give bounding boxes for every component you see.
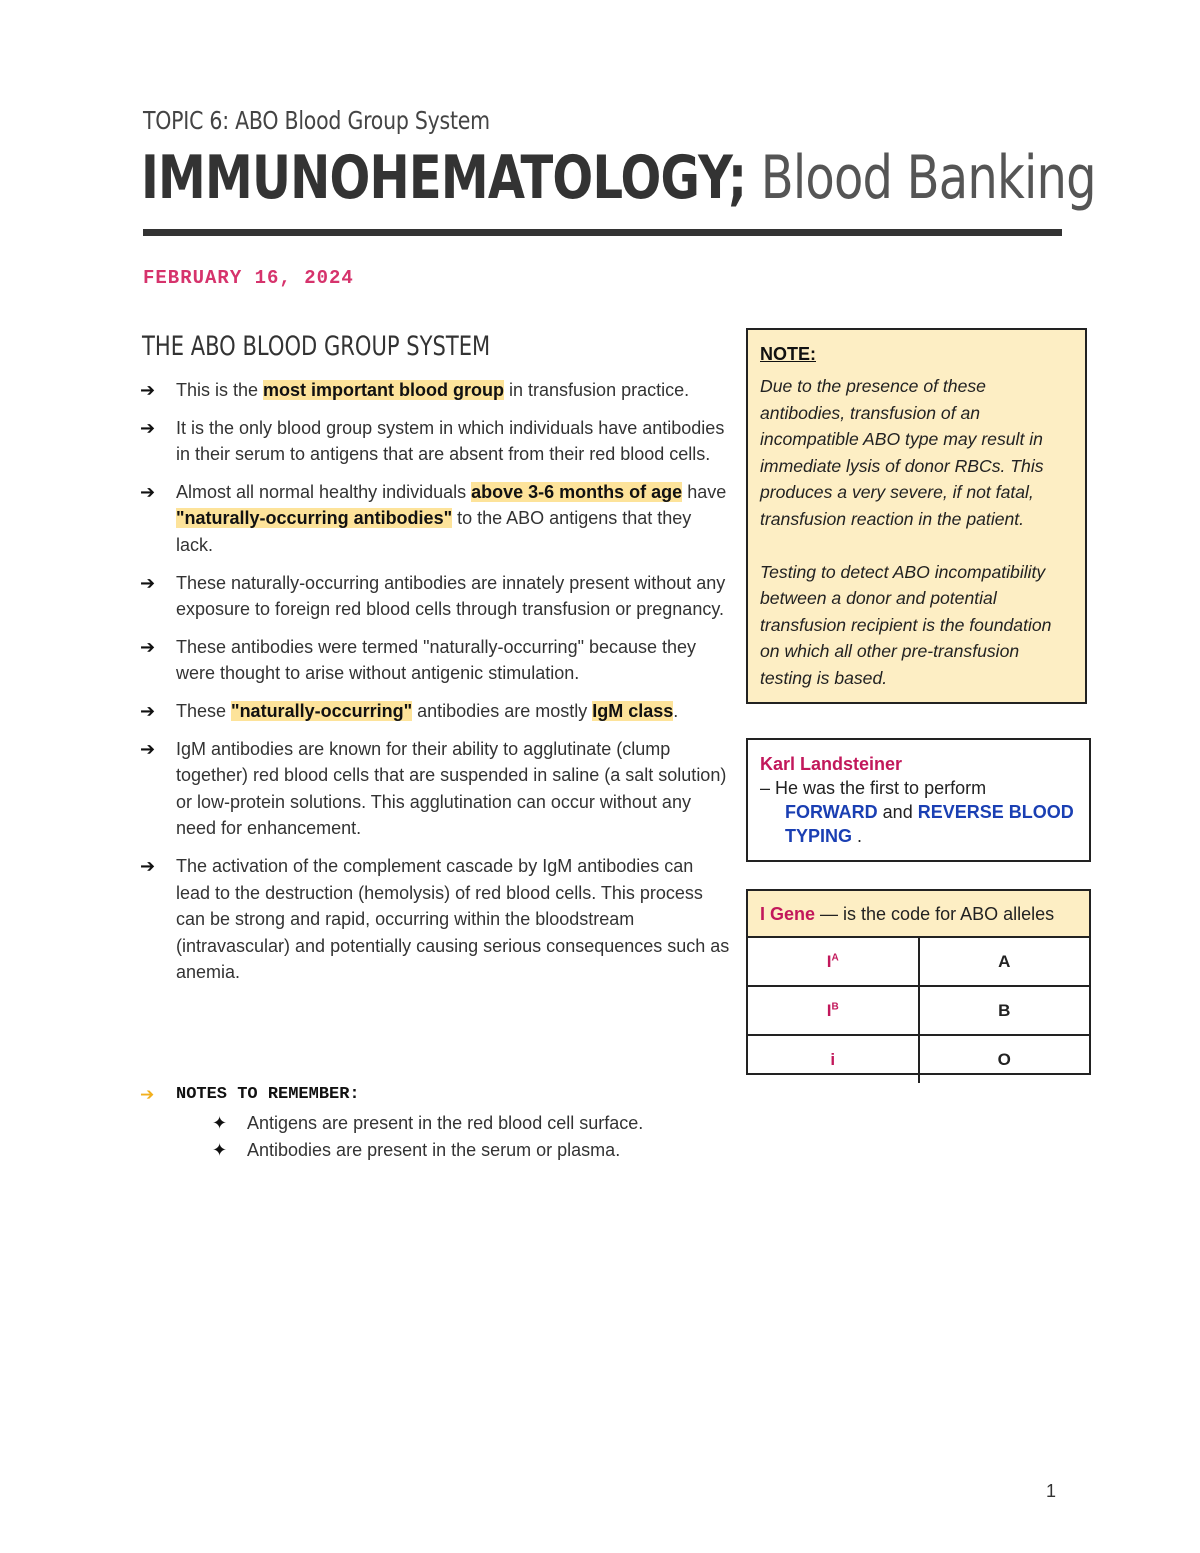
- list-item: [140, 1110, 700, 1137]
- arrow-icon: ➔: [140, 636, 156, 657]
- gene-label: I Gene: [760, 904, 816, 924]
- type-cell: A: [998, 951, 1011, 971]
- notes-list: [140, 1110, 700, 1163]
- list-item: [140, 736, 730, 842]
- table-row: [748, 1035, 1089, 1083]
- text: It is the only blood group system in which individuals have antibodies in their serum to antigens that are absent from their red blood cells.: [176, 417, 725, 465]
- list-item: [140, 415, 730, 468]
- highlight: "naturally-occurring antibodies": [176, 508, 453, 529]
- type-cell: O: [919, 1035, 1090, 1083]
- list-item: [140, 634, 730, 687]
- diamond-icon: ✦: [212, 1139, 228, 1160]
- note-heading: NOTE:: [760, 344, 816, 364]
- notes-heading-text: NOTES TO REMEMBER:: [176, 1085, 360, 1104]
- type-cell: B: [919, 986, 1090, 1035]
- text: Antibodies are present in the serum or plasma.: [247, 1139, 621, 1160]
- title-divider: [143, 229, 1062, 236]
- notes-to-remember: [140, 1082, 700, 1163]
- text: These: [176, 700, 232, 721]
- page-number: 1: [1046, 1481, 1057, 1501]
- text: and: [877, 802, 918, 822]
- highlight: most important blood group: [263, 380, 505, 400]
- list-item: [140, 853, 730, 986]
- arrow-icon: ➔: [140, 481, 156, 502]
- note-paragraph: Due to the presence of these antibodies, transfusion of an incompatible ABO type may result in immediate lysis of donor RBCs. This produces a very severe, if not fatal, transfusion reaction in the patient.: [760, 376, 1044, 529]
- list-item: [140, 1137, 700, 1164]
- arrow-icon: ➔: [140, 738, 156, 759]
- arrow-icon: ➔: [140, 572, 156, 593]
- page-title: [141, 140, 1096, 216]
- highlight: above 3-6 months of age: [471, 481, 683, 502]
- allele-cell: [748, 986, 919, 1035]
- text: in transfusion practice.: [504, 380, 690, 400]
- text: IgM antibodies are known for their ability to agglutinate (clump together) red blood cells that are suspended in saline (a salt solution) or low-protein solutions. This agglutination can occur without any need for enhancement.: [176, 738, 727, 839]
- note-box: [746, 328, 1087, 704]
- allele-sup: B: [831, 1000, 839, 1012]
- note-paragraph: Testing to detect ABO incompatibility between a donor and potential transfusion recipient is the foundation on which all other pre-transfusion testing is based.: [760, 561, 1052, 688]
- arrow-icon: ➔: [140, 417, 156, 438]
- list-item: [140, 377, 730, 404]
- title-rest: Blood Banking: [746, 143, 1096, 213]
- arrow-icon: ➔: [140, 1085, 155, 1105]
- table-row: [748, 986, 1089, 1035]
- highlight: IgM class: [592, 700, 674, 721]
- list-item: [140, 479, 730, 559]
- arrow-icon: ➔: [140, 855, 156, 876]
- forward-label: FORWARD: [785, 802, 878, 822]
- description-continued: [760, 800, 1077, 848]
- table-row: [748, 938, 1089, 986]
- allele-cell: [748, 1035, 919, 1083]
- date-label: FEBRUARY 16, 2024: [143, 267, 354, 289]
- text: to the ABO antigens that they lack.: [176, 508, 692, 555]
- bullet-list: [140, 377, 730, 997]
- highlight: "naturally-occurring": [231, 700, 413, 721]
- reverse-label: REVERSE BLOOD TYPING: [785, 802, 1074, 846]
- allele-cell: [748, 938, 919, 986]
- arrow-icon: ➔: [140, 380, 156, 400]
- text: antibodies are mostly: [412, 700, 593, 721]
- list-item: [140, 698, 730, 725]
- text: .: [852, 826, 863, 846]
- text: Almost all normal healthy individuals: [176, 481, 472, 502]
- landsteiner-box: [746, 738, 1091, 862]
- description: – He was the first to perform: [760, 778, 987, 798]
- allele: I: [826, 1000, 832, 1020]
- allele-table: [748, 938, 1089, 1083]
- gene-table-header: [748, 891, 1089, 938]
- gene-table-box: [746, 889, 1091, 1075]
- list-item: [140, 570, 730, 623]
- text: This is the: [176, 380, 264, 400]
- allele: I: [826, 951, 832, 971]
- text: These naturally-occurring antibodies are innately present without any exposure to foreign red blood cells through transfusion or pregnancy.: [176, 572, 726, 620]
- arrow-icon: ➔: [140, 700, 156, 721]
- text: have: [682, 481, 727, 502]
- allele-sup: A: [831, 951, 839, 963]
- section-heading: THE ABO BLOOD GROUP SYSTEM: [142, 331, 491, 362]
- text: These antibodies were termed "naturally-occurring" because they were thought to arise without antigenic stimulation.: [176, 636, 697, 684]
- topic-label: TOPIC 6: ABO Blood Group System: [143, 106, 490, 135]
- text: Antigens are present in the red blood cell surface.: [247, 1113, 644, 1133]
- diamond-icon: ✦: [212, 1113, 228, 1133]
- text: — is the code for ABO alleles: [815, 904, 1055, 924]
- person-name: Karl Landsteiner: [760, 754, 903, 774]
- text: The activation of the complement cascade by IgM antibodies can lead to the destruction (hemolysis) of red blood cells. This process can be strong and rapid, occurring within the bloodstream (intravascular) and potentially causing serious consequences such as anemia.: [176, 855, 730, 983]
- allele: i: [830, 1049, 836, 1069]
- title-bold: IMMUNOHEMATOLOGY;: [141, 143, 747, 213]
- text: .: [673, 700, 679, 721]
- notes-heading: [140, 1082, 700, 1108]
